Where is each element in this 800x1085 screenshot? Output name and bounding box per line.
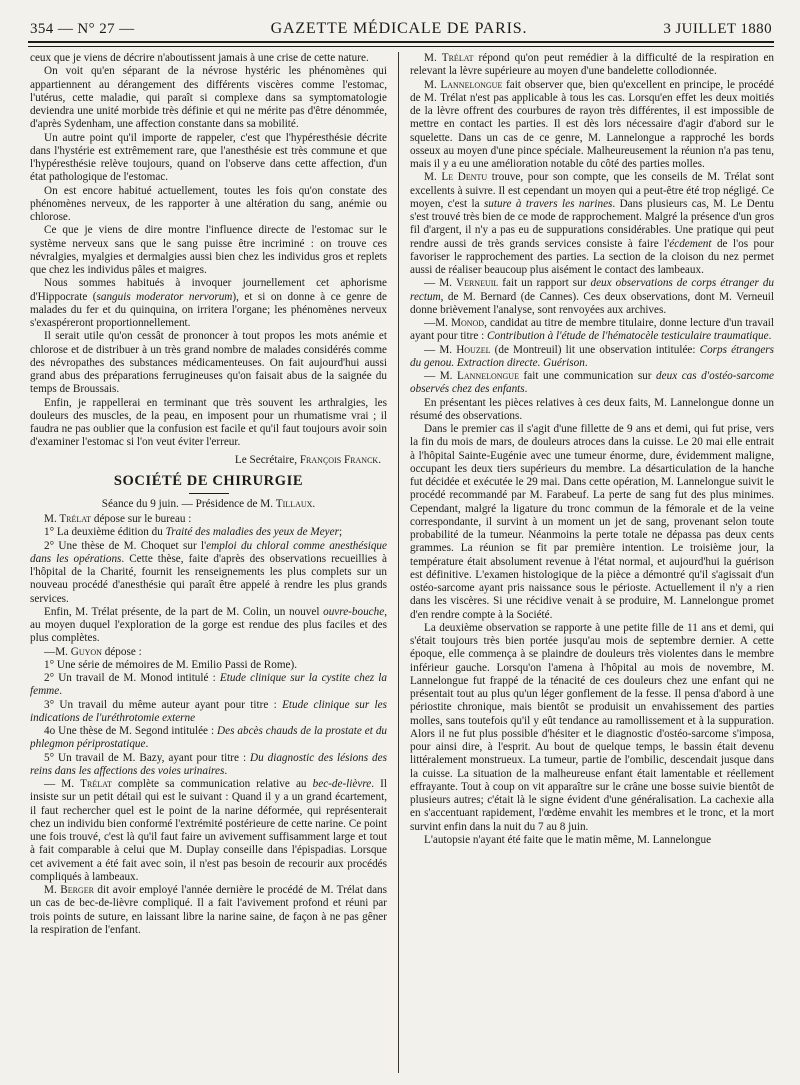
work-title: Corps étrangers du genou. Extraction directe. Guérison [410,343,774,369]
paragraph: La deuxième observation se rapporte à une petite fille de 11 ans et demi, qui s'était toujours très bien portée jusqu'au mois de septembre dernier. A cette époque, elle commença à se plaindre de douleurs très violentes dans le membre inférieur gauche. Lorsqu'on l'amena à l'hôpital au mois de novembre, M. Lannelongue fut frappé de la ténacité de ces douleurs chez une enfant qui ne présentait tout au plus qu'un léger gonflement de la fesse. Il pensa d'abord à une périostite chronique, mais bientôt se produisit un envahissement des parties molles, sans toutefois qu'il y eût tendance au ramollissement et à la suppuration. Alors il ne fut plus possible d'hésiter et le diagnostic d'ostéo-sarcome s'imposa, pour ainsi dire, à l'esprit. Au bout de quelque temps, le bassin était devenu littéralement monstrueux. La tumeur, partie de l'ombilic, descendait jusque dans la cuisse. La situation de la malheureuse enfant était lamentable et réellement effrayante. Tout à coup on vit apparaître sur le crâne une bosse suivie bientôt de plusieurs autres; c'était là le signe évident d'une généralisation. La cachexie alla en s'accentuant rapidement, l'œdème envahit les membres et le tronc, et la mort survint enfin dans la nuit du 7 au 8 juin. [410,621,774,833]
text-run: (de Montreuil) lit une observation intitulée: [490,343,700,356]
text-run: . Cette thèse, faite d'après des observations recueillies à l'hôpital de la Charité, fournit les renseignements les plus complets sur un nouveau procédé d'anesthésie qui paraît être appelé à rendre les plus grands services. [30,552,387,605]
text-run: dit avoir employé l'année dernière le procédé de M. Trélat dans un cas de bec-de-lièvre compliqué. Il a fait l'avivement profond et réuni par trois points de suture, en laissant libre la narine saine, de façon à ne pas gêner la respiration de l'enfant. [30,884,387,936]
work-title: Traité des maladies des yeux de Meyer [165,526,339,539]
work-title: deux observations de corps étranger du rectum [410,277,774,303]
paragraph [30,778,387,884]
left-column [30,52,387,1079]
text-run: fait un rapport sur [498,277,591,290]
section-title: SOCIÉTÉ DE CHIRURGIE [30,473,387,494]
text-run: Nous sommes habitués à invoquer journellement cet aphorisme d'Hippocrate ( [30,277,387,303]
paragraph [30,725,387,752]
page-header [30,16,772,38]
paragraph: Dans le premier cas il s'agit d'une fillette de 9 ans et demi, qui fut prise, vers la fin du mois de mars, de douleurs atroces dans la cuisse. Le 20 mai elle entrait à l'hôpital Sainte-Eugénie avec une tumeur énorme, dure, évidemment maligne, occupant les deux tiers supérieurs du membre. La désarticulation de la hanche fut décidée et exécutée le 29 mai. Dans cette opération, M. Lannelongue suivit le procédé recommandé par M. Farabeuf. La perte de sang fut des plus minimes. Cependant, malgré la ligature du tronc commun de la fémorale et de la veine correspondante, il survint à un moment un jet de sang, provenant selon toute probabilité de la tumeur. Néanmoins la perte totale ne dépassa pas deux cents grammes. La réunion se fit par première intention. Le troisième jour, la température était absolument revenue à l'état normal, et aujourd'hui la guérison est définitive. L'examen histologique de la pièce a démontré qu'il s'agissait d'un ostéo-sarcome ayant pris naissance sous le périoste. Actuellement il n'y a rien dans les viscères. Si une récidive venait à se produire, M. Lannelongue promet d'en rendre compte à la Société. [410,423,774,621]
speaker-name: Le Dentu [441,171,488,184]
paragraph [30,699,387,726]
paragraph [30,672,387,699]
paragraph [30,884,387,937]
text-run: — M. [424,343,457,356]
paragraph: ceux que je viens de décrire n'aboutissent jamais à une crise de cette nature. [30,52,369,64]
work-title: Du diagnostic des lésions des reins dans les affections des voies urinaires [30,751,387,777]
text-run: Séance du 9 juin. — Présidence de M. [101,497,276,510]
signature-name: François Franck. [299,453,381,466]
technique-term: éc [669,237,680,250]
paragraph [410,171,774,277]
paragraph: L'autopsie n'ayant été faite que le matin même, M. Lannelongue [424,833,712,846]
text-run: , candidat au titre de membre titulaire, donne lecture d'un travail ayant pour titre : [410,317,774,343]
president-name: Tillaux. [275,497,316,510]
text-run: . [768,330,772,343]
speaker-name: Lannelongue [457,370,519,382]
text-run: 3° Un travail du même auteur ayant pour titre : [44,698,283,711]
text-run: . [584,356,588,369]
text-run: M. [424,78,441,91]
work-title: Etude clinique sur la cystite chez la femme [30,672,387,698]
text-run: M. [424,52,442,64]
work-title: Contribution à l'étude de l'hématocèle testiculaire traumatique [487,330,769,343]
work-title: Etude clinique sur les indications de l'uréthrotomie externe [30,698,387,724]
paragraph [410,344,774,371]
paragraph [410,317,774,344]
text-run: M. [44,884,61,896]
issue-number: — N° 27 — [57,21,135,37]
topic-term: bec-de-lièvre [312,778,372,790]
paragraph [410,370,774,397]
signature-role: Le Secrétaire, [234,453,300,466]
text-run: trouve, pour son compte, que les conseils de M. Trélat sont excellents à suivre. Il est cependant un moyen qui a peut-être été trop négligé. Ce moyen, c'est la [410,171,774,210]
latin-quote: sanguis moderator nervorum [96,290,233,303]
text-run: 2° Une thèse de M. Choquet sur l' [44,539,207,552]
technique-term: dement [679,237,712,250]
work-title: Des abcès chauds de la prostate et du phlegmon périprostatique [30,725,387,751]
speaker-name: Lannelongue [440,78,503,91]
text-run: 5° Un travail de M. Bazy, ayant pour titre : [44,751,250,764]
paragraph [30,752,387,779]
text-run: . [145,738,149,751]
text-run: fait une communication sur [518,370,657,382]
paragraph: On est encore habitué actuellement, toutes les fois qu'on constate des phénomènes nerveux, de les rapporter à une altération du sang, anémie ou chlorose. [30,184,387,223]
paragraph [410,79,774,172]
instrument-name: ouvre-bouche [323,605,385,618]
text-run: ), et si on donne à ce genre de malades du fer et du quinquina, on irritera l'organe; les phénomènes nerveux s'exaspéreront proportionnellement. [30,290,387,329]
text-run: M. [424,171,442,184]
technique-term: suture à travers les narines [483,197,613,210]
paragraph: Ce que je viens de dire montre l'influence directe de l'estomac sur le système nerveux sans que le sang puisse être incriminé : on trouve ces névralgies, myalgies et dermalgies aussi bien chez les individus gros et replets que chez les individus pâles et maigres. [30,224,387,276]
paragraph: Enfin, je rappellerai en terminant que très souvent les arthralgies, les douleurs des muscles, de la peau, en imposent pour un rhumatisme vrai ; il faudra ne pas oublier que la confusion est facile et qu'il faut toujours avoir soin d'examiner l'estomac si l'on veut éviter l'erreur. [30,396,387,449]
speaker-name: Houzel [456,343,491,356]
speaker-name: Guyon [70,645,102,658]
paragraph: Il serait utile qu'on cessât de prononcer à tout propos les mots anémie et chlorose et de distribuer à un très grand nombre de malades considérés comme des névropathes des substances médicamenteuses. On fait aujourd'hui aussi grand abus des préparations ferrugineuses qu'on faisait abus de la saignée du temps de Broussais. [30,330,387,396]
paragraph [30,513,387,526]
secretary-signature [30,454,381,467]
paragraph [30,526,387,539]
text-run: —M. [44,645,71,658]
paragraph [30,606,387,646]
speaker-name: Verneuil [455,277,499,290]
work-title: deux cas d'ostéo-sarcome observés chez des enfants [410,370,774,396]
paragraph [30,277,387,330]
meeting-line [30,498,387,511]
speaker-name: Monod [451,317,485,329]
work-title: emploi du chloral comme anesthésique dans les opérations [30,539,387,565]
speaker-name: Trélat [80,778,112,790]
text-run: . [59,685,62,698]
column-divider [398,52,399,1073]
paragraph [30,646,387,659]
text-run: de l'os pour favoriser le rapprochement des parties. La section de la cloison du nez permet aussi de réaliser beaucoup plus aisément le contact des lambeaux. [410,237,774,276]
paragraph: En présentant les pièces relatives à ces deux faits, M. Lannelongue donne un résumé des observations. [410,396,774,422]
text-run: dépose sur le bureau : [91,513,192,525]
text-run: fait observer que, bien qu'excellent en principe, le procédé de M. Trélat n'est pas applicable à tous les cas. Lorsqu'en effet les deux moitiés de la lèvre offrent des courbures de rayon très différentes, il est impossible de mettre en contact les parties. Il est dès lors nécessaire d'agir d'abord sur le squelette. Dans un cas de ce genre, M. Lannelongue a rapproché les bords osseux au moyen d'une pince spéciale. Malheureusement la réunion n'a pas tenu, mais il y a eu une amélioration notable du côté des parties molles. [410,78,774,170]
journal-title: GAZETTE MÉDICALE DE PARIS. [270,20,528,37]
page-number-line [30,21,135,38]
header-rule-thin [28,46,774,47]
paragraph [410,52,774,79]
text-run: . [524,383,528,396]
text-run: , au moyen duquel l'exploration de la gorge est rendue des plus faciles et des plus complètes. [30,605,387,645]
text-run: 4o Une thèse de M. Segond intitulée : [44,725,218,737]
header-rule [28,41,774,43]
text-run: répond qu'on peut remédier à la difficulté de la respiration en relevant la lèvre supérieure au moyen d'une bandelette collodionnée. [410,52,774,78]
text-run: . [224,764,228,777]
text-run: , de M. Bernard (de Cannes). Ces deux observations, dont M. Verneuil donne brièvement l'analyse, sont renvoyées aux archives. [410,290,774,316]
text-run: . Dans plusieurs cas, M. Le Dentu s'est trouvé très bien de ce mode de rapprochement. Malgré la présence d'un gros fil d'argent, il n'y a pas eu de suppurations considérables. Une pratique qui peut rendre aussi de très grands services consiste à faire l' [410,197,774,250]
speaker-name: M. Trélat [44,513,92,525]
right-column [410,52,774,1079]
page-number: 354 [30,21,54,37]
text-run: 2° Un travail de M. Monod intitulé : [44,672,220,684]
text-run: Enfin, M. Trélat présente, de la part de M. Colin, un nouvel [44,605,324,618]
paragraph [410,277,774,317]
speaker-name: Berger [60,884,94,896]
text-run: — M. [424,370,458,382]
text-run: ; [338,526,343,539]
text-run: dépose : [101,645,142,658]
issue-date: 3 JUILLET 1880 [663,21,772,37]
paragraph: On voit qu'en séparant de la névrose hystéric les phénomènes qui appartiennent au dérangement des différents viscères comme l'estomac, l'utérus, cette maladie, qui paraît si complexe dans sa symptomatologie deviendra une unité morbide très définie et qui ne mérite pas d'être dénommée, d'après Sydenham, une affection constante dans sa mobilité. [30,65,387,131]
text-run: complète sa communication relative au [111,778,313,790]
paragraph: 1° Une série de mémoires de M. Emilio Passi de Rome). [44,658,298,671]
text-run: 1° La deuxième édition du [44,526,166,539]
text-run: . Il insiste sur un petit détail qui est le suivant : Quand il y a un grand écartement, il faut rechercher quel est le point de la narine déformée, qui représenterait chez un individu bien conformé l'extrémité postérieure de cette narine. Ce point une fois trouvé, c'est là qu'il faut faire un avivement suffisamment large et tout à fait comparable à celui que M. Duplay conseille dans l'épispadias. Lorsque cet avivement a été fait avec soin, il n'est pas besoin de recourir aux procédés compliqués à lambeaux. [30,778,387,883]
paragraph: Un autre point qu'il importe de rappeler, c'est que l'hypéresthésie décrite dans l'hystérie est extrêmement rare, que l'anesthésie est très commune et que l'hypéresthésie relève toujours, quand on l'observe dans cette affection, d'un état pathologique de l'estomac. [30,131,387,184]
speaker-name: Trélat [441,52,474,64]
text-run: — M. [424,277,456,290]
paragraph [30,540,387,606]
text-run: — M. [44,778,81,790]
text-run: —M. [424,317,452,329]
